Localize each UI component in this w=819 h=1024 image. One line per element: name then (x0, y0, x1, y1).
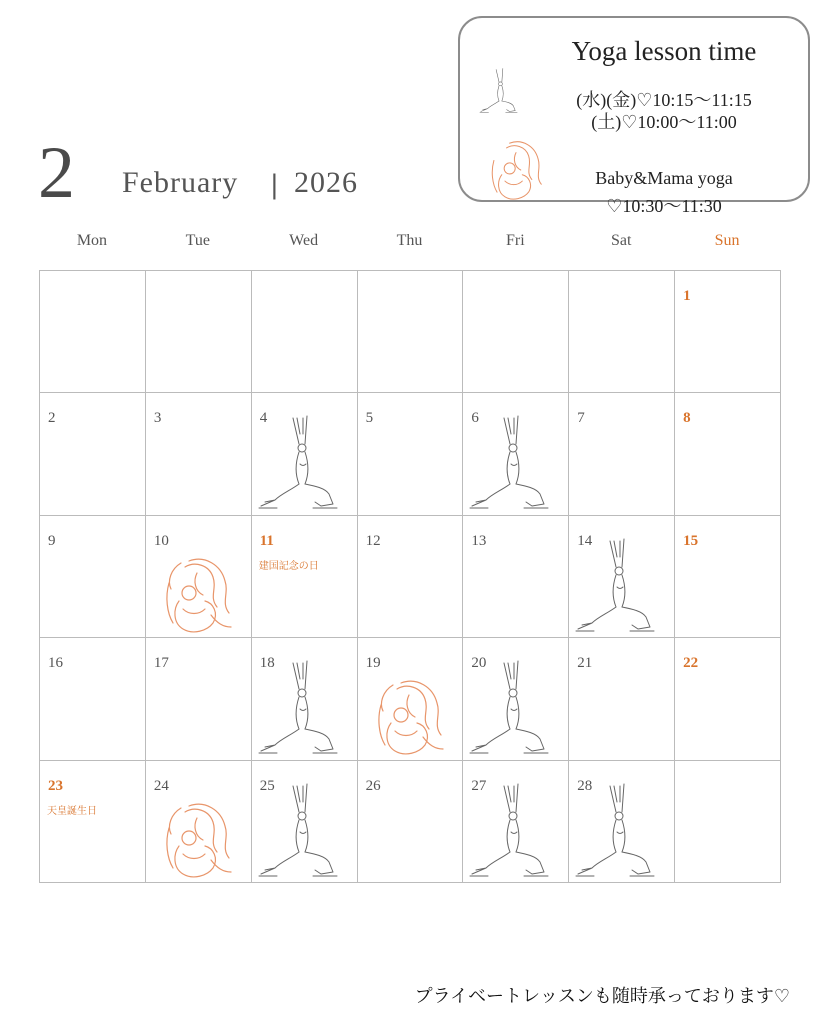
day-cell-19 (357, 637, 464, 760)
weekday-thu: Thu (396, 232, 423, 249)
month-number: 2 (38, 132, 75, 214)
day-cell-11 (251, 515, 358, 638)
baby-mama-title: Baby&Mama yoga (595, 168, 733, 188)
lesson-schedule-sat: (土)♡10:00〜11:00 (591, 112, 737, 132)
holiday-name: 天皇誕生日 (47, 805, 97, 817)
day-number: 25 (259, 777, 275, 794)
day-cell-9 (39, 515, 146, 638)
day-cell-27 (462, 760, 569, 883)
yoga-pose-icon (257, 659, 345, 757)
day-cell-13 (462, 515, 569, 638)
weekday-sat: Sat (610, 232, 632, 249)
day-cell-7 (568, 392, 675, 515)
day-cell-1 (674, 270, 781, 393)
yoga-pose-icon (468, 414, 556, 512)
weekday-mon: Mon (76, 232, 108, 249)
day-number: 5 (365, 410, 374, 427)
day-number: 2 (48, 410, 56, 427)
weekday-header (39, 232, 780, 260)
day-number: 7 (577, 410, 585, 427)
day-cell-6 (462, 392, 569, 515)
day-number: 16 (48, 655, 63, 672)
yoga-pose-icon (574, 782, 662, 880)
day-cell-4 (251, 392, 358, 515)
day-number: 28 (577, 777, 593, 794)
day-number: 8 (683, 410, 691, 427)
empty-cell (462, 270, 569, 393)
day-number: 11 (259, 532, 274, 549)
empty-cell (357, 270, 464, 393)
day-number: 27 (471, 777, 487, 794)
baby-mama-icon (371, 675, 447, 759)
day-number: 1 (683, 288, 691, 304)
yoga-pose-icon (257, 414, 345, 512)
day-number: 22 (683, 655, 699, 672)
empty-cell (145, 270, 252, 393)
day-cell-12 (357, 515, 464, 638)
holiday-name: 建国記念の日 (258, 560, 319, 572)
day-cell-17 (145, 637, 252, 760)
month-year-separator: | (270, 170, 279, 200)
day-cell-28 (568, 760, 675, 883)
day-cell-3 (145, 392, 252, 515)
day-cell-8 (674, 392, 781, 515)
empty-cell (674, 760, 781, 883)
day-cell-21 (568, 637, 675, 760)
day-cell-22 (674, 637, 781, 760)
weekday-sun: Sun (714, 232, 740, 249)
day-number: 4 (259, 410, 268, 427)
day-cell-5 (357, 392, 464, 515)
day-cell-20 (462, 637, 569, 760)
day-cell-23 (39, 760, 146, 883)
yoga-pose-icon (257, 782, 345, 880)
day-cell-15 (674, 515, 781, 638)
month-name: February (122, 166, 239, 199)
day-cell-10 (145, 515, 252, 638)
day-number: 17 (153, 655, 169, 672)
day-cell-24 (145, 760, 252, 883)
lesson-title: Yoga lesson time (571, 36, 757, 66)
day-cell-25 (251, 760, 358, 883)
baby-mama-schedule: ♡10:30〜11:30 (606, 196, 722, 216)
day-number: 10 (153, 532, 169, 549)
day-cell-16 (39, 637, 146, 760)
day-number: 24 (153, 777, 169, 794)
day-number: 19 (365, 655, 381, 672)
yoga-pose-icon (574, 537, 662, 635)
yoga-pose-icon (468, 782, 556, 880)
weekday-wed: Wed (289, 232, 319, 249)
empty-cell (39, 270, 146, 393)
day-number: 18 (259, 655, 275, 672)
private-lesson-note: プライベートレッスンも随時承っております♡ (414, 986, 790, 1007)
day-number: 23 (48, 777, 63, 794)
day-number: 9 (48, 532, 56, 549)
weekday-fri: Fri (506, 232, 525, 249)
day-cell-2 (39, 392, 146, 515)
day-cell-18 (251, 637, 358, 760)
yoga-pose-icon (468, 659, 556, 757)
day-number: 6 (471, 410, 479, 427)
day-number: 14 (577, 532, 593, 549)
day-number: 20 (471, 655, 487, 672)
day-cell-26 (357, 760, 464, 883)
day-number: 15 (683, 532, 699, 549)
calendar-grid (39, 270, 780, 882)
day-number: 12 (365, 532, 381, 549)
empty-cell (568, 270, 675, 393)
empty-cell (251, 270, 358, 393)
year: 2026 (294, 166, 358, 199)
day-number: 13 (471, 532, 487, 549)
baby-mama-icon (159, 553, 235, 637)
day-number: 26 (365, 777, 381, 794)
weekday-tue: Tue (185, 232, 210, 249)
day-number: 3 (153, 410, 162, 427)
lesson-time-box (458, 16, 810, 216)
baby-mama-icon (159, 798, 235, 882)
lesson-schedule-wed-fri: (水)(金)♡10:15〜11:15 (576, 90, 752, 110)
day-cell-14 (568, 515, 675, 638)
day-number: 21 (577, 655, 593, 672)
